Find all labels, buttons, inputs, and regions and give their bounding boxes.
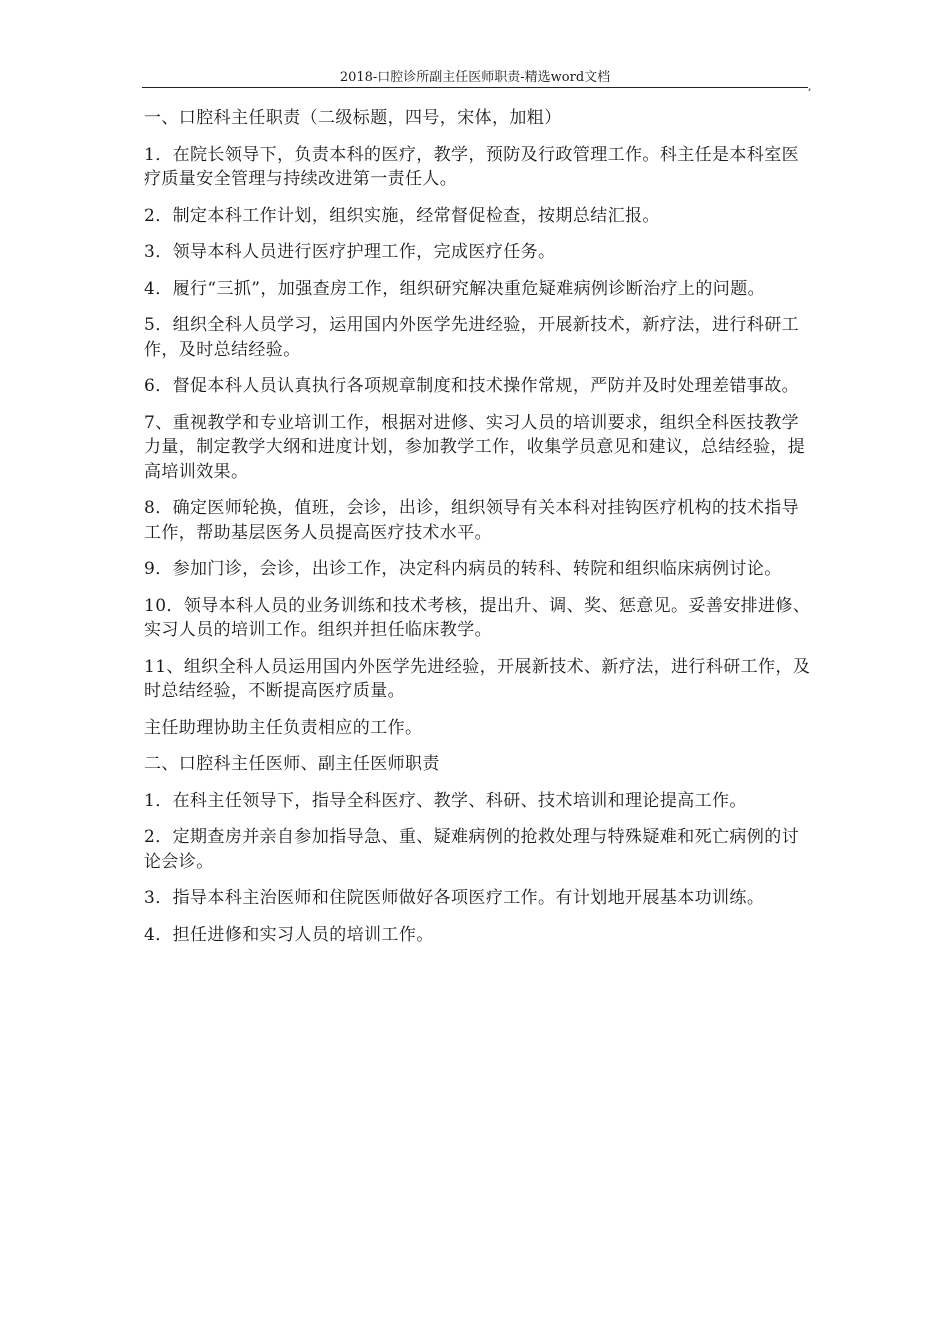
paragraph: 4．担任进修和实习人员的培训工作。	[144, 924, 434, 945]
paragraph: 7、重视教学和专业培训工作，根据对进修、实习人员的培训要求，组织全科医技教学力量，制定教学大纲和进度计划，参加教学工作，收集学员意见和建议，总结经验，提高培训效果。	[144, 412, 806, 482]
section-heading-2: 二、口腔科主任医师、副主任医师职责	[144, 754, 440, 774]
paragraph: 2．制定本科工作计划，组织实施，经常督促检查，按期总结汇报。	[144, 205, 660, 226]
document-body	[144, 106, 816, 959]
paragraph: 9．参加门诊，会诊，出诊工作，决定科内病员的转科、转院和组织临床病例讨论。	[144, 559, 782, 579]
header-mark: ,	[808, 80, 812, 93]
paragraph: 11、组织全科人员运用国内外医学先进经验，开展新技术、新疗法，进行科研工作，及时总结经验，不断提高医疗质量。	[144, 656, 811, 701]
paragraph: 4．履行“三抓”，加强查房工作，组织研究解决重危疑难病例诊断治疗上的问题。	[144, 278, 765, 299]
header-rule	[142, 87, 808, 88]
paragraph: 6．督促本科人员认真执行各项规章制度和技术操作常规，严防并及时处理差错事故。	[144, 376, 800, 396]
running-header: 2018-口腔诊所副主任医师职责-精选word文档	[339, 70, 611, 85]
paragraph: 主任助理协助主任负责相应的工作。	[144, 717, 423, 738]
paragraph: 10．领导本科人员的业务训练和技术考核，提出升、调、奖、惩意见。妥善安排进修、实习人员的培训工作。组织并担任临床教学。	[144, 595, 811, 640]
section-heading-1: 一、口腔科主任职责（二级标题，四号，宋体，加粗）	[144, 108, 562, 128]
paragraph: 8．确定医师轮换，值班，会诊，出诊，组织领导有关本科对挂钩医疗机构的技术指导工作，帮助基层医务人员提高医疗技术水平。	[144, 498, 800, 543]
paragraph: 2．定期查房并亲自参加指导急、重、疑难病例的抢救处理与特殊疑难和死亡病例的讨论会诊。	[144, 827, 800, 872]
paragraph: 1．在科主任领导下，指导全科医疗、教学、科研、技术培训和理论提高工作。	[144, 790, 747, 811]
paragraph: 3．领导本科人员进行医疗护理工作，完成医疗任务。	[144, 242, 556, 262]
paragraph: 1．在院长领导下，负责本科的医疗，教学，预防及行政管理工作。科主任是本科室医疗质量安全管理与持续改进第一责任人。	[144, 144, 800, 189]
paragraph: 3．指导本科主治医师和住院医师做好各项医疗工作。有计划地开展基本功训练。	[144, 888, 765, 908]
paragraph: 5．组织全科人员学习，运用国内外医学先进经验，开展新技术，新疗法，进行科研工作，及时总结经验。	[144, 315, 800, 360]
